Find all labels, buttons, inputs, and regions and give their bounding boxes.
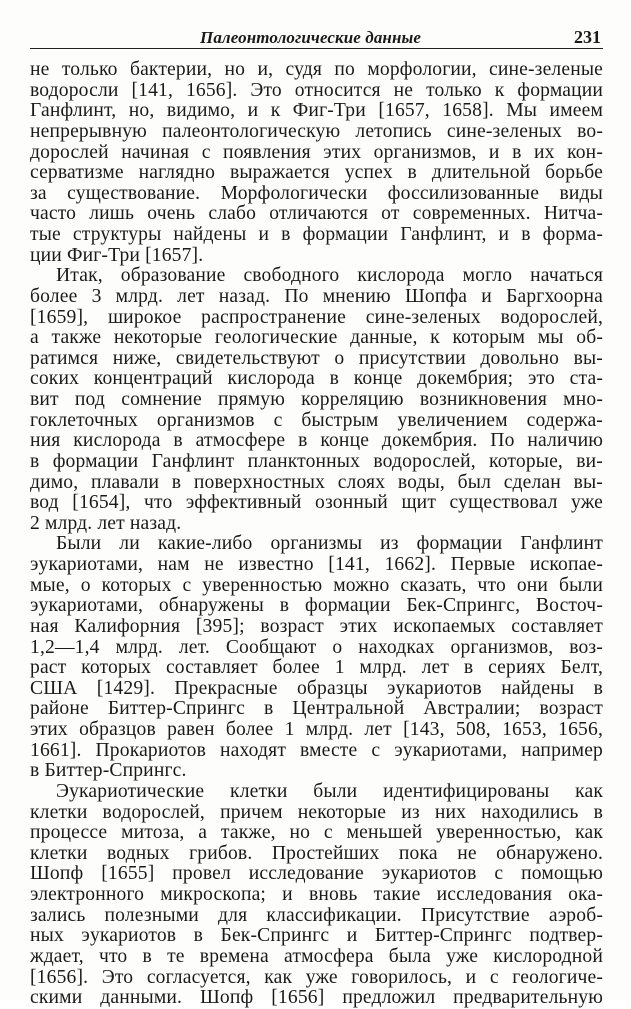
text-line: ная Калифорния [395]; возраст этих ископаемых составляет <box>30 615 603 637</box>
text-line: раст которых составляет более 1 млрд. лет в сериях Белт, <box>30 657 603 679</box>
text-line: Шопф [1655] провел исследование эукариотов с помощью <box>30 863 603 885</box>
text-line: тые структуры найдены и в формации Ганфлинт, и в форма- <box>30 224 603 245</box>
text-line: Ганфлинт, но, видимо, и к Фиг-Три [1657, 1658]. Мы имеем <box>30 100 603 122</box>
text-line: эукариотами, нам не известно [141, 1662]. Первые ископае- <box>30 554 603 575</box>
text-line: водоросли [141, 1656]. Это относится не только к формации <box>30 79 603 101</box>
text-line: районе Биттер-Спрингс в Центральной Австралии; возраст <box>30 698 603 720</box>
text-line: Итак, образование свободного кислорода могло начаться <box>56 265 603 287</box>
text-line: ратимся ниже, свидетельствуют о присутствии довольно вы- <box>30 347 603 369</box>
text-line: не только бактерии, но и, судя по морфологии, сине-зеленые <box>30 59 603 80</box>
text-line: ции Фиг-Три [1657]. <box>30 244 204 266</box>
text-line: клетки водорослей, причем некоторые из них находились в <box>30 801 603 823</box>
page-number: 231 <box>574 27 601 47</box>
text-line: ных эукариотов в Бек-Спрингс и Биттер-Спрингс подтвер- <box>30 925 603 947</box>
text-line: непрерывную палеонтологическую летопись сине-зеленых во- <box>30 120 603 142</box>
text-line: этих образцов равен более 1 млрд. лет [143, 508, 1653, 1656, <box>30 719 603 740</box>
text-line: а также некоторые геологические данные, к которым мы об- <box>30 327 603 349</box>
text-line: в формации Ганфлинт планктонных водорослей, которые, ви- <box>30 450 603 472</box>
text-line: за существование. Морфологически фоссилизованные виды <box>30 182 603 204</box>
text-line: соких концентраций кислорода в конце докембрия; это ста- <box>30 368 603 390</box>
running-header <box>30 20 603 49</box>
text-line: в Биттер-Спрингс. <box>30 760 187 782</box>
text-line: США [1429]. Прекрасные образцы эукариотов найдены в <box>30 677 603 699</box>
text-line: 1661]. Прокариотов находят вместе с эукариотами, например <box>30 739 603 761</box>
body-text <box>30 60 603 1009</box>
text-line: процессе митоза, а также, но с меньшей уверенностью, как <box>30 822 603 844</box>
text-line: скими данными. Шопф [1656] предложил предварительную <box>30 987 603 1009</box>
text-line: вит под сомнение прямую корреляцию возникновения мно- <box>30 389 603 410</box>
text-line: Эукариотические клетки были идентифицированы как <box>56 780 603 802</box>
text-line: 2 млрд. лет назад. <box>30 512 182 534</box>
text-line: электронного микроскопа; и вновь такие исследования ока- <box>30 884 603 905</box>
text-line: 1,2—1,4 млрд. лет. Сообщают о находках организмов, воз- <box>30 636 603 658</box>
text-line: дорослей начиная с появления этих организмов, и в их кон- <box>30 141 603 163</box>
text-line: [1656]. Это согласуется, как уже говорилось, и с геологиче- <box>30 966 603 988</box>
text-line: ния кислорода в атмосфере в конце докембрия. По наличию <box>30 430 603 452</box>
text-line: димо, плавали в поверхностных слоях воды, был сделан вы- <box>30 471 603 493</box>
running-title: Палеонтологические данные <box>200 28 422 47</box>
text-line: клетки водных грибов. Простейших пока не обнаружено. <box>30 842 603 864</box>
text-line: [1659], широкое распространение сине-зеленых водорослей, <box>30 306 603 328</box>
text-line: серватизме наглядно выражается успех в длительной борьбе <box>30 162 603 184</box>
text-line: часто лишь очень слабо отличаются от современных. Нитча- <box>30 203 603 225</box>
text-line: ждает, что в те времена атмосфера была уже кислородной <box>30 945 603 967</box>
text-line: вод [1654], что эффективный озонный щит существовал уже <box>30 492 603 514</box>
text-line: Были ли какие-либо организмы из формации Ганфлинт <box>56 533 603 555</box>
text-line: зались полезными для классификации. Присутствие аэроб- <box>30 904 603 926</box>
text-line: гоклеточных организмов с быстрым увеличением содержа- <box>30 409 603 431</box>
text-line: мые, о которых с уверенностью можно сказать, что они были <box>30 574 603 596</box>
text-line: более 3 млрд. лет назад. По мнению Шопфа и Баргхоорна <box>30 285 603 307</box>
text-line: эукариотами, обнаружены в формации Бек-Спрингс, Восточ- <box>30 595 603 617</box>
